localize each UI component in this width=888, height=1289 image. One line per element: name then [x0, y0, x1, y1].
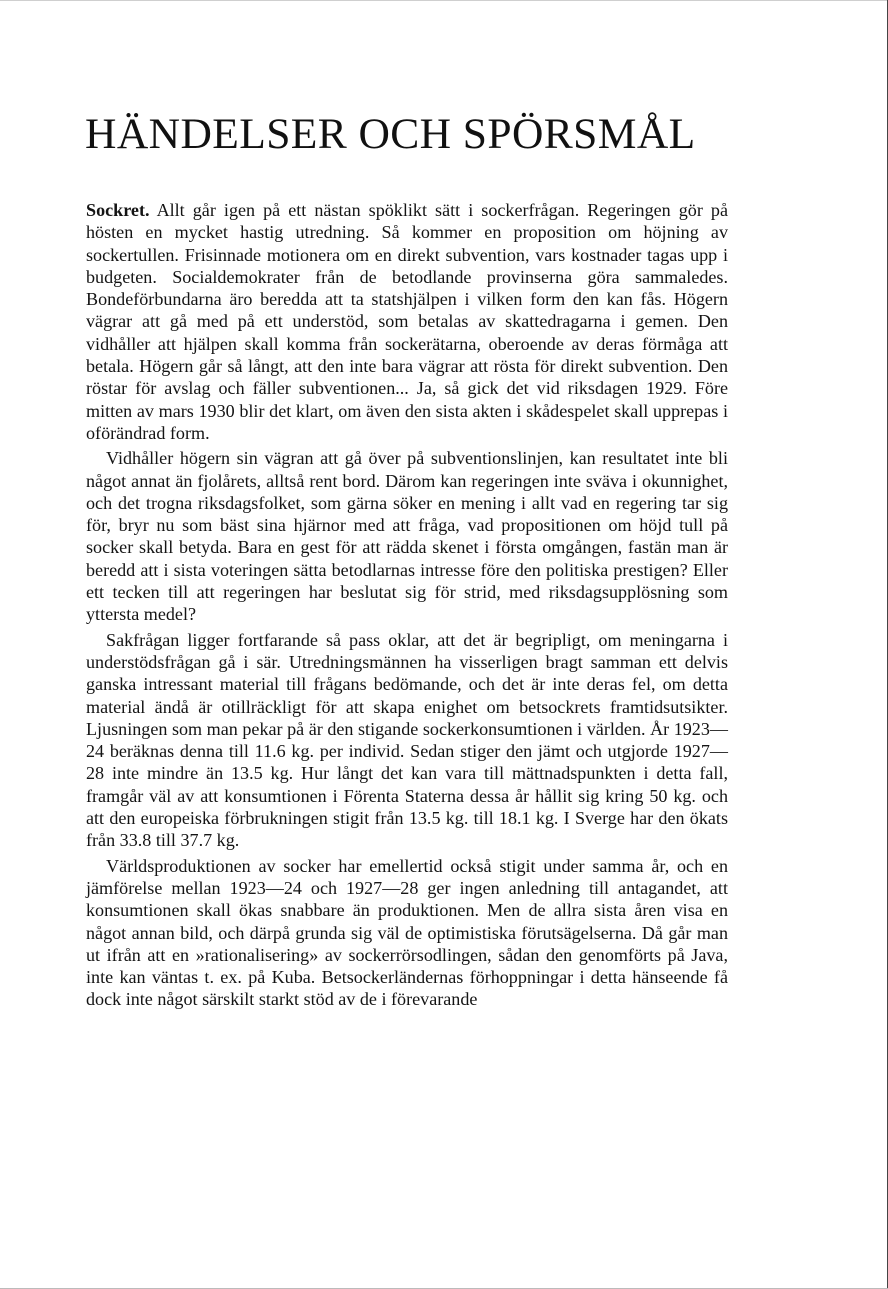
paragraph-1-text: Allt går igen på ett nästan spöklikt sätt i sockerfrågan. Regeringen gör på hösten en mycket hastig utredning. Så kommer en proposition om höjning av sockertullen. Frisinnade motionera om en direkt subvention, vars kostnader tagas upp i budgeten. Socialdemokrater från de betodlande provinserna göra sammaledes. Bondeförbundarna äro beredda att ta statshjälpen i vilken form den kan fås. Högern vägrar att gå med på ett understöd, som betalas av skattedragarna i gemen. Den vidhåller att hjälpen skall komma från sockerätarna, oberoende av deras förmåga att betala. Högern går så långt, att den inte bara vägrar att rösta för direkt subvention. Den röstar för avslag och fäller subventionen... Ja, så gick det vid riksdagen 1929. Före mitten av mars 1930 blir det klart, om även den sista akten i skådespelet skall upprepas i oförändrad form.	[86, 200, 728, 443]
paragraph-4: Världsproduktionen av socker har emellertid också stigit under samma år, och en jämförelse mellan 1923—24 och 1927—28 ger ingen anledning till antagandet, att konsumtionen skall ökas snabbare än produktionen. Men de allra sista åren visa en något annan bild, och därpå grunda sig väl de optimistiska förutsägelserna. Då går man ut ifrån att en »rationalisering» av sockerrörsodlingen, sådan den genomförts på Java, inte kan väntas t. ex. på Kuba. Betsockerländernas förhoppningar i detta hänseende få dock inte något särskilt starkt stöd av de i förevarande	[86, 855, 728, 1010]
paragraph-3: Sakfrågan ligger fortfarande så pass oklar, att det är begripligt, om meningarna i understödsfrågan gå i sär. Utredningsmännen ha visserligen bragt samman ett delvis ganska intressant material till frågans bedömande, och det är inte deras fel, om detta material ändå är otillräckligt för att skapa enighet om betsockrets framtidsutsikter. Ljusningen som man pekar på är den stigande sockerkonsumtionen i världen. År 1923—24 beräknas denna till 11.6 kg. per individ. Sedan stiger den jämt och utgjorde 1927—28 inte mindre än 13.5 kg. Hur långt det kan vara till mättnadspunkten i detta fall, framgår väl av att konsumtionen i Förenta Staterna dessa år hållit sig kring 50 kg. och att den europeiska förbrukningen stigit från 13.5 kg. till 18.1 kg. I Sverge har den ökats från 33.8 till 37.7 kg.	[86, 629, 728, 851]
article-lead: Sockret.	[86, 200, 150, 220]
paragraph-1	[86, 199, 728, 444]
paragraph-2: Vidhåller högern sin vägran att gå över på subventionslinjen, kan resultatet inte bli något annat än fjolårets, alltså rent bord. Därom kan regeringen inte sväva i okunnighet, och det trogna riksdagsfolket, som gärna söker en mening i allt vad en regering tar sig för, bryr nu som bäst sina hjärnor med att fråga, vad propositionen om höjd tull på socker skall betyda. Bara en gest för att rädda skenet i första omgången, fastän man är beredd att i sista voteringen sätta betodlarnas intresse före den politiska prestigen? Eller ett tecken till att regeringen har beslutat sig för strid, med riksdagsupplösning som yttersta medel?	[86, 448, 728, 625]
article-body	[86, 199, 728, 1011]
page-edge-top	[0, 0, 888, 1]
section-heading: HÄNDELSER OCH SPÖRSMÅL	[85, 110, 696, 158]
